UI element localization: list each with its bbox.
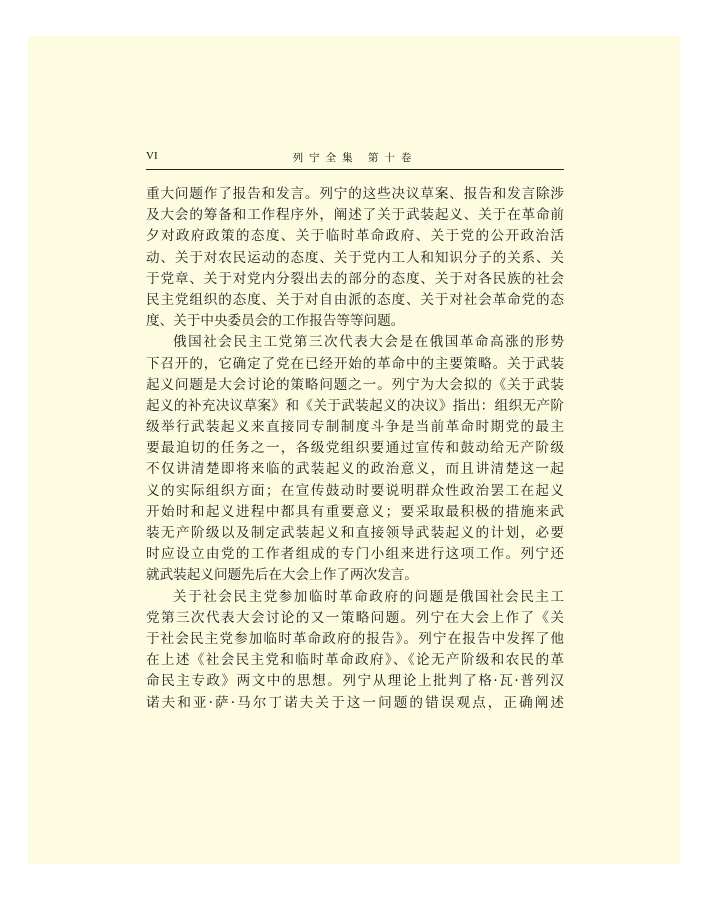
text-line: 命民主专政》两文中的思想。列宁从理论上批判了格·瓦·普列汉 [146, 673, 564, 690]
text-line: 于党章、关于对党内分裂出去的部分的态度、关于对各民族的社会 [146, 270, 564, 287]
text-line: 级举行武装起义来直接同专制制度斗争是当前革命时期党的最主 [146, 419, 564, 436]
text-line: 在上述《社会民主党和临时革命政府》、《论无产阶级和农民的革 [146, 652, 564, 669]
text-line: 于社会民主党参加临时革命政府的报告》。列宁在报告中发挥了他 [146, 630, 564, 647]
text-line: 开始时和起义进程中都具有重要意义；要采取最积极的措施来武 [146, 503, 564, 520]
text-line: 及大会的筹备和工作程序外，阐述了关于武装起义、关于在革命前 [146, 207, 564, 224]
text-line: 义的实际组织方面；在宣传鼓动时要说明群众性政治罢工在起义 [146, 482, 564, 499]
text-line: 关于社会民主党参加临时革命政府的问题是俄国社会民主工 [173, 588, 564, 605]
text-line: 度、关于中央委员会的工作报告等等问题。 [146, 313, 405, 330]
text-line: 动、关于对农民运动的态度、关于党内工人和知识分子的关系、关 [146, 249, 564, 266]
header-rule [146, 169, 564, 170]
text-line: 起义的补充决议草案》和《关于武装起义的决议》指出：组织无产阶 [146, 397, 564, 414]
paragraph [146, 184, 564, 332]
text-line: 诺夫和亚·萨·马尔丁诺夫关于这一问题的错误观点，正确阐述 [146, 694, 564, 711]
text-line: 党第三次代表大会讨论的又一策略问题。列宁在大会上作了《关 [146, 609, 564, 626]
paragraph [146, 332, 564, 586]
text-line: 就武装起义问题先后在大会上作了两次发言。 [146, 567, 418, 584]
text-line: 俄国社会民主工党第三次代表大会是在俄国革命高涨的形势 [173, 334, 564, 351]
text-line: 要最迫切的任务之一，各级党组织要通过宣传和鼓动给无产阶级 [146, 440, 564, 457]
text-line: 重大问题作了报告和发言。列宁的这些决议草案、报告和发言除涉 [146, 186, 564, 202]
page-number: VI [146, 150, 158, 162]
text-line: 不仅讲清楚即将来临的武装起义的政治意义，而且讲清楚这一起 [146, 461, 564, 478]
text-line: 民主党组织的态度、关于对自由派的态度、关于对社会革命党的态 [146, 291, 564, 308]
text-line: 夕对政府政策的态度、关于临时革命政府、关于党的公开政治活 [146, 228, 564, 245]
running-header [146, 150, 564, 166]
running-title: 列宁全集 第十卷 [292, 152, 418, 164]
text-line: 起义问题是大会讨论的策略问题之一。列宁为大会拟的《关于武装 [146, 376, 564, 393]
body-text [146, 184, 564, 714]
text-line: 装无产阶级以及制定武装起义和直接领导武装起义的计划，必要 [146, 525, 564, 541]
text-line: 下召开的，它确定了党在已经开始的革命中的主要策略。关于武装 [146, 355, 564, 372]
paragraph [146, 587, 564, 714]
text-line: 时应设立由党的工作者组成的专门小组来进行这项工作。列宁还 [146, 546, 564, 563]
